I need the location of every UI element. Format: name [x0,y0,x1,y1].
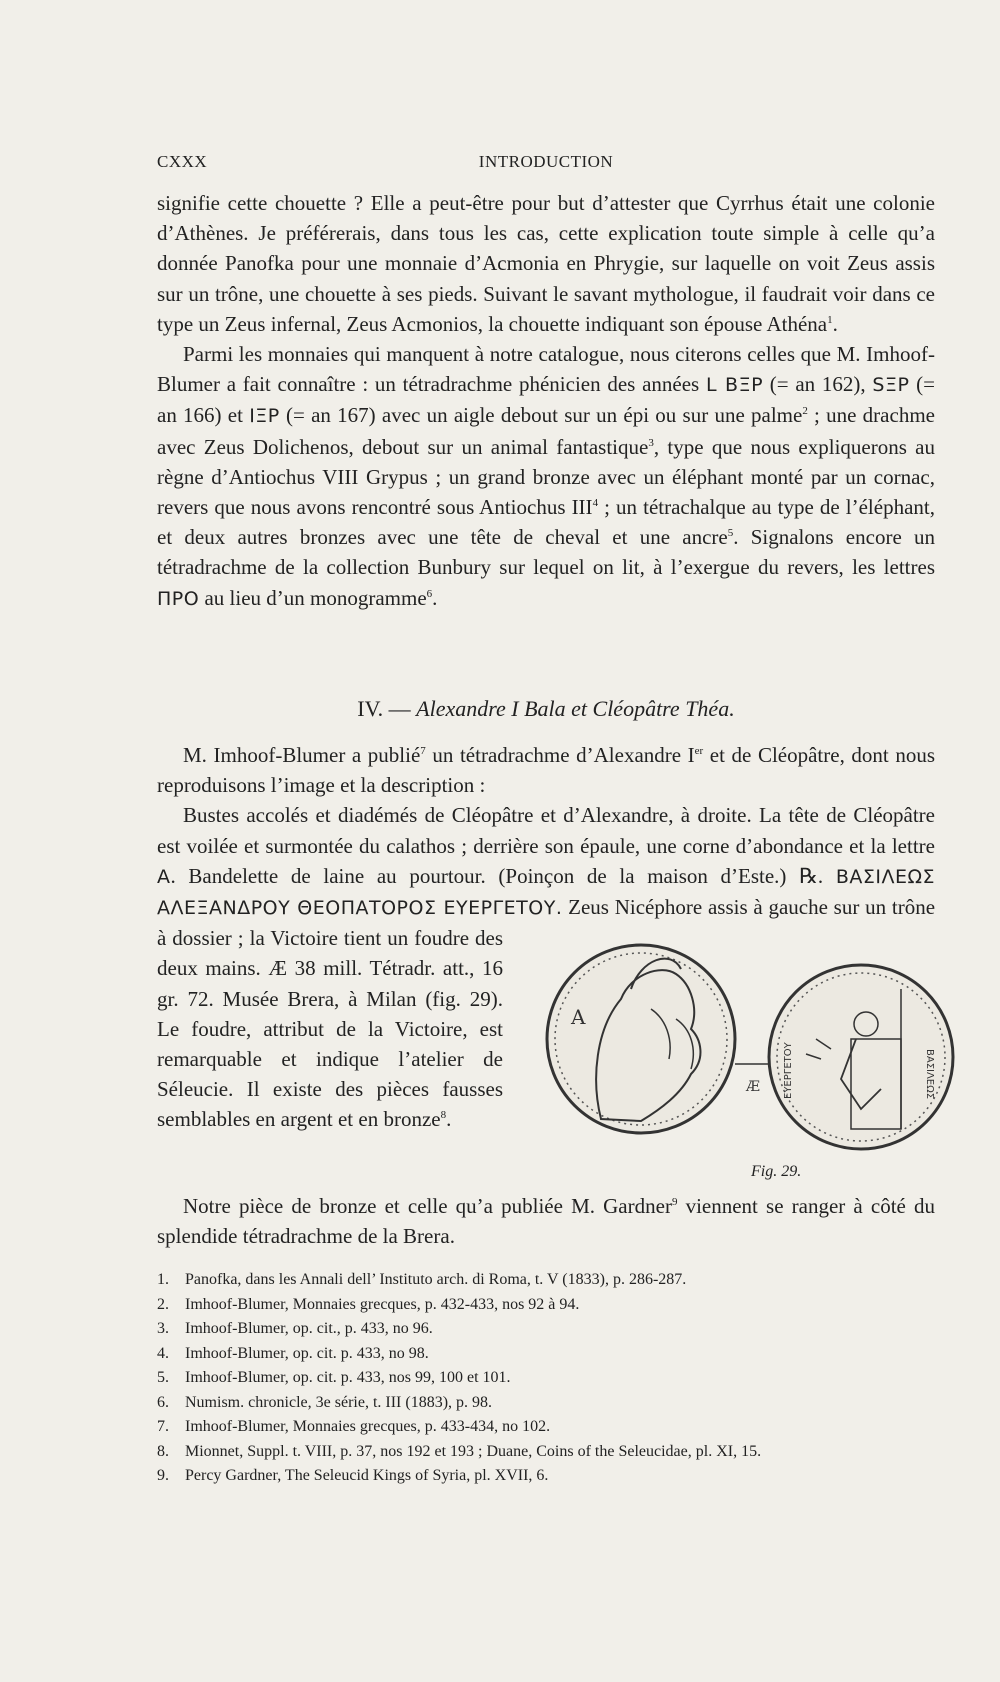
footnote-ref-6[interactable]: 6 [426,587,433,600]
page-folio: CXXX [157,152,208,171]
paragraph-5: Notre pièce de bronze et celle qu’a publiée M. Gardner$^9$ viennent se ranger à côté du splendide tétradrachme de la Brera. [157,1194,935,1249]
body-text-bottom [157,740,935,1252]
reverse-symbol: ℞. [799,863,824,888]
section-title: Alexandre I Bala et Cléopâtre Théa. [416,696,735,721]
running-header [157,152,935,180]
footnotes [157,1268,935,1489]
footnote-ref-2[interactable]: 2 [802,405,808,418]
svg-text:ΒΑΣΙΛΕΩΣ: ΒΑΣΙΛΕΩΣ [924,1049,935,1100]
svg-text:Æ: Æ [746,1079,761,1096]
paragraph-3: M. Imhoof-Blumer a publié$^7$ un tétradrachme d’Alexandre Ier et de Cléopâtre, dont nous reproduisons l’image et la description : [157,743,935,798]
footnote-ref-1[interactable]: 1 [827,313,833,326]
coin-illustration [541,929,961,1191]
running-title: INTRODUCTION [478,152,614,171]
footnote: 2. Imhoof-Blumer, Monnaies grecques, p. 432-433, nos 92 à 94. [157,1295,580,1313]
paragraph-1: signifie cette chouette ? Elle a peut-être pour but d’attester que Cyrrhus était une colonie d’Athènes. Je préférerais, dans tous les cas, cette explication toute simple à celle qu’a donnée Panofka pour une monnaie d’Acmonia en Phrygie, sur laquelle on voit Zeus assis sur un trône, une chouette à ses pieds. Suivant le savant mythologue, il faudrait voir dans ce type un Zeus infernal, Zeus Acmonios, la chouette indiquant son épouse Athéna$^1$. [157,191,935,336]
footnote-ref-5[interactable]: 5 [727,527,734,540]
coin-legend: ΒΑΣΙΛΕΩΣ ΑΛΕΞΑΝΔΡΟΥ ΘΕΟΠΑΤΟΡΟΣ ΕΥΕΡΓΕΤΟΥ. [157,865,936,920]
footnote: 5. Imhoof-Blumer, op. cit. p. 433, nos 99, 100 et 101. [157,1369,511,1386]
footnote: 6. Numism. chronicle, 3e série, t. III (1883), p. 98. [157,1393,493,1411]
footnote-ref-4[interactable]: 4 [592,497,599,510]
footnote: 7. Imhoof-Blumer, Monnaies grecques, p. 433-434, no 102. [157,1418,551,1435]
footnote: 1. Panofka, dans les Annali dell’ Instituto arch. di Roma, t. V (1833), p. 286-287. [157,1271,687,1288]
greek-letter-a: A [157,865,171,888]
greek-date-2: SΞP [872,374,910,397]
footnote-ref-9[interactable]: 9 [671,1196,678,1209]
section-heading: IV. — Alexandre I Bala et Cléopâtre Théa. [357,696,735,721]
footnote: 9. Percy Gardner, The Seleucid Kings of Syria, pl. XVII, 6. [157,1467,549,1484]
footnote-ref-8[interactable]: 8 [440,1109,447,1122]
paragraph-2: Parmi les monnaies qui manquent à notre catalogue, nous citerons celles que M. Imhoof-Blumer a fait connaître : un tétradrachme phénicien des années L BΞP (= an 162), SΞP (= an 166) et ΙΞP (= an 167) avec un aigle debout sur un épi ou sur une palme$^2$ ; une drachme avec Zeus Dolichenos, debout sur un animal fantastique$^3$, type que nous expliquerons au règne d’Antiochus VIII Grypus ; un grand bronze avec un éléphant monté par un cornac, revers que nous avons rencontré sous Antiochus III$^4$ ; un tétrachalque au type de l’éléphant, et deux autres bronzes avec une tête de cheval et une ancre$^5$. Signalons encore un tétradrachme de la collection Bunbury sur lequel on lit, à l’exergue du revers, les lettres ΠPO au lieu d’un monogramme$^6$. [157,342,936,610]
svg-text:A: A [571,1005,586,1030]
footnote: 3. Imhoof-Blumer, op. cit., p. 433, no 96. [157,1320,433,1337]
footnote: 4. Imhoof-Blumer, op. cit. p. 433, no 98. [157,1344,429,1362]
body-text-top [157,188,935,614]
greek-date-1: L BΞP [705,374,764,397]
paragraph-4: Bustes accolés et diadémés de Cléopâtre et d’Alexandre, à droite. La tête de Cléopâtre est voilée et surmontée du calathos ; derrière son épaule, une corne d’abondance et la lettre A. Bandelette de laine au pourtour. (Poinçon de la maison d’Este.) ℞. ΒΑΣΙΛΕΩΣ ΑΛΕΞΑΝΔΡΟΥ ΘΕΟΠΑΤΟΡΟΣ ΕΥΕΡΓΕΤΟΥ. A Æ ΒΑΣΙΛΕΩΣ ΕΥΕΡΓΕΤΟΥ Fig. 29. Zeus Nicéphore assis à gauche sur un trône à dossier ; la Victoire tient un foudre des deux mains. Æ 38 mill. Tétradr. att., 16 gr. 72. Musée Brera, à Milan (fig. 29). Le foudre, attribut de la Victoire, est remarquable et indique l’atelier de Séleucie. Il existe des pièces fausses semblables en argent et en bronze$^8$. [157,800,935,1134]
svg-text:ΕΥΕΡΓΕΤΟΥ: ΕΥΕΡΓΕΤΟΥ [783,1042,794,1100]
greek-date-3: ΙΞP [249,405,280,428]
footnote-ref-7[interactable]: 7 [420,745,426,757]
coin-figure [515,929,935,1191]
greek-letters-pro: ΠPO [157,587,200,610]
footnote: 8. Mionnet, Suppl. t. VIII, p. 37, nos 192 et 193 ; Duane, Coins of the Seleucidae, pl. XI, 15. [157,1442,762,1460]
figure-caption: Fig. 29. [751,1163,802,1181]
footnote-ref-3[interactable]: 3 [648,436,654,449]
